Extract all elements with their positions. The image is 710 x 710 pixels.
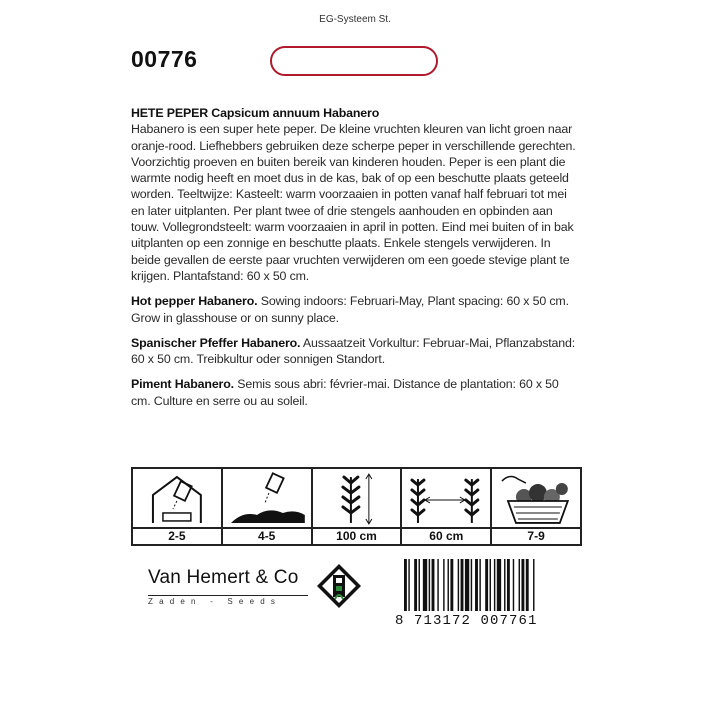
barcode-bar [521,559,524,611]
barcode-graphic [402,559,580,611]
plant-spacing-label: 60 cm [429,529,464,543]
barcode-bar [443,559,444,611]
fr-title: Piment Habanero. [131,377,234,392]
barcode-bar [513,559,514,611]
section-fr [131,376,581,409]
barcode-bar [507,559,510,611]
barcode-bar [494,559,495,611]
icon-cell-plant-height [313,469,403,544]
barcode-bar [471,559,472,611]
barcode-bar [526,559,529,611]
barcode-bar [497,559,501,611]
section-de [131,335,581,368]
icon-cell-harvest [492,469,580,544]
brand-divider [148,595,308,596]
barcode-bar [419,559,420,611]
barcode-bar [458,559,459,611]
barcode-bar [448,559,449,611]
barcode-bar [475,559,478,611]
nl-title: HETE PEPER Capsicum annuum Habanero [131,106,380,120]
barcode-bar [490,559,491,611]
plant-height-label: 100 cm [336,529,377,543]
en-title: Hot pepper Habanero. [131,294,258,309]
plant-height-icon [313,469,401,529]
sow-indoors-icon [133,469,221,529]
barcode-bar [461,559,464,611]
barcode-bar [437,559,438,611]
label-frame [270,46,438,76]
barcode-number: 8 713172 007761 [395,613,538,629]
plant-spacing-icon [402,469,490,529]
fr-body: Semis sous abri: février-mai. Distance de plantation: 60 x 50 cm. Culture en serre ou au soleil. [131,377,559,408]
icon-cell-sow-outdoors [223,469,313,544]
system-header: EG-Systeem St. [319,14,391,25]
section-en [131,293,581,326]
de-body: Aussaatzeit Vorkultur: Februar-Mai, Pflanzabstand: 60 x 50 cm. Treibkultur oder sonnigen Standort. [131,335,576,367]
barcode-bar [519,559,520,611]
cultivation-icons [131,467,582,546]
brand-tagline: Zaden - Seeds [148,597,282,606]
barcode-bar [504,559,505,611]
barcode-bar [414,559,417,611]
barcode-bar [423,559,427,611]
barcode-bar [465,559,469,611]
barcode-bar [479,559,480,611]
icon-cell-sow-indoors [133,469,223,544]
de-title: Spanischer Pfeffer Habanero. [131,335,301,350]
en-body: Sowing indoors: Februari-May, Plant spacing: 60 x 50 cm. Grow in glasshouse or on sunny place. [131,294,569,325]
icon-cell-plant-spacing [402,469,492,544]
section-nl [131,105,581,284]
nl-body: Habanero is een super hete peper. De kleine vruchten kleuren van licht groen naar oranje-rood. Liefhebbers gebruiken deze scherpe peper in verschillende gerechten. Voorzichtig proeven en buiten bereik van kinderen houden. Peper is een plant die warmte nodig heeft en moet dus in de kas, bak of op een beschutte plaats geteeld worden. Teeltwijze: Kasteelt: warm voorzaaien in potten vanaf half februari tot mei en later uitplanten. Per plant twee of drie stengels aanhouden en opbinden aan touw. Vollegrondsteelt: warm voorzaaien in april in potten. Eind mei buiten of in bak uitplanten op een zonnige en beschutte plaats. Enkele stengels verwijderen. In beide gevallen de eerste paar vruchten verwijderen om een goede stevige plant te krijgen. Plantafstand: 60 x 50 cm. [131,122,576,283]
barcode-bar [404,559,407,611]
barcode-bar [485,559,488,611]
harvest-label: 7-9 [527,529,545,543]
harvest-basket-icon [492,469,580,529]
description-text [131,105,581,418]
sow-indoors-label: 2-5 [168,529,186,543]
sow-outdoors-label: 4-5 [258,529,276,543]
product-code: 00776 [131,46,198,72]
sow-outdoors-icon [223,469,311,529]
barcode-bar [408,559,409,611]
barcode-bar [533,559,534,611]
brand-block [148,567,308,606]
barcode-bar [432,559,435,611]
barcode-bar [429,559,430,611]
barcode-bar [450,559,453,611]
brand-name: Van Hemert & Co [148,567,299,588]
brand-emblem-icon [316,563,362,609]
